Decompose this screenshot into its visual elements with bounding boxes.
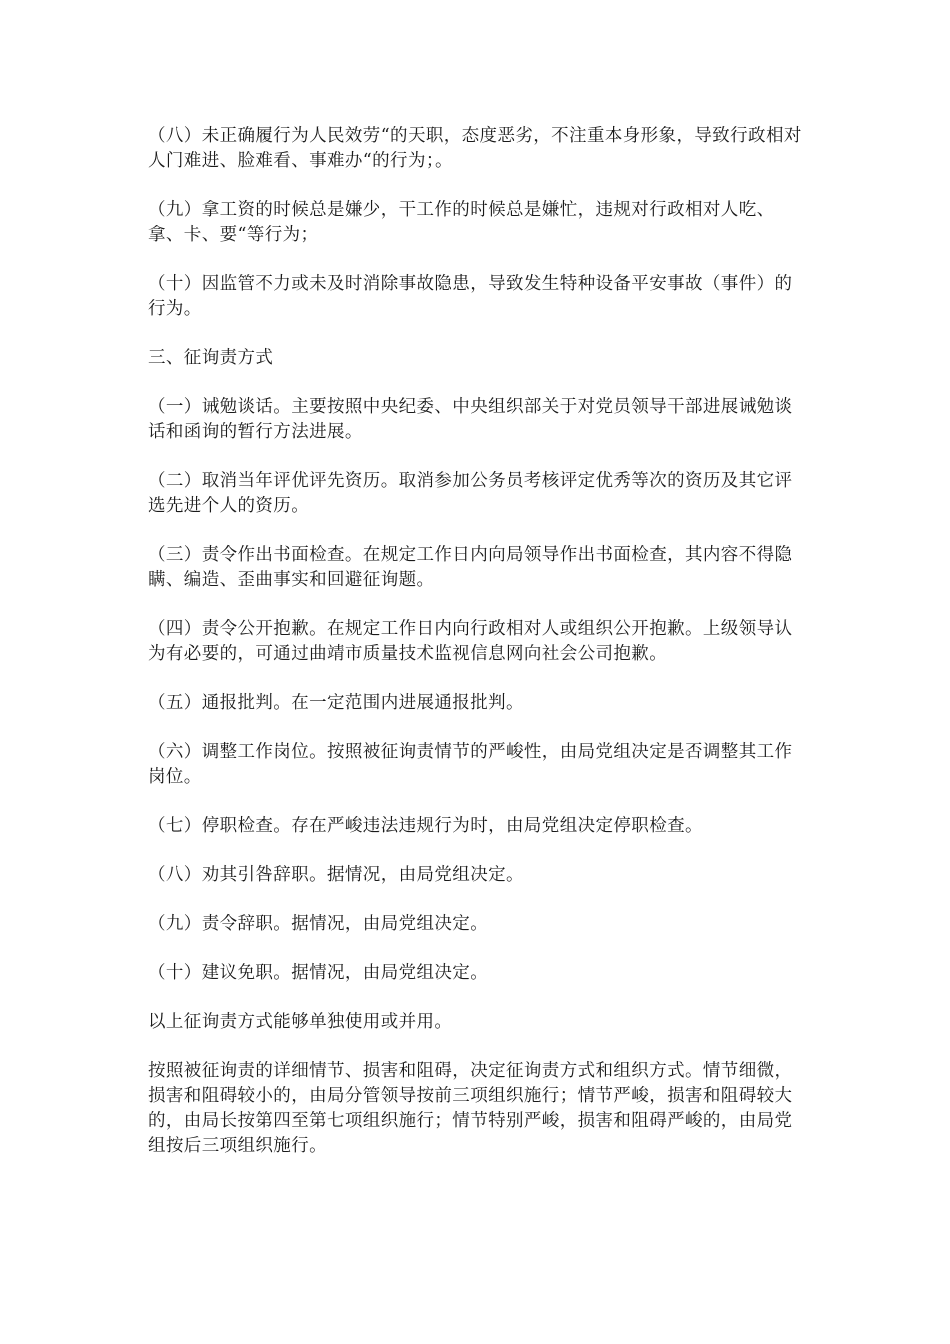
section-heading: 三、征询责方式	[148, 348, 274, 368]
document-body	[148, 124, 804, 1183]
paragraph-method-1: （一）诫勉谈话。主要按照中央纪委、中央组织部关于对党员领导干部进展诫勉谈话和函询的暂行方法进展。	[148, 397, 793, 442]
paragraph-item-9-definition: （九）拿工资的时候总是嫌少，干工作的时候总是嫌忙，违规对行政相对人吃、拿、卡、要“等行为；	[148, 200, 775, 245]
paragraph-item-10-definition: （十）因监管不力或未及时消除事故隐患，导致发生特种设备平安事故（事件）的行为。	[148, 274, 793, 319]
paragraph-method-7: （七）停职检查。存在严峻违法违规行为时，由局党组决定停职检查。	[148, 816, 703, 836]
paragraph-method-6: （六）调整工作岗位。按照被征询责情节的严峻性，由局党组决定是否调整其工作岗位。	[148, 742, 793, 787]
paragraph-method-5: （五）通报批判。在一定范围内进展通报批判。	[148, 693, 524, 713]
paragraph-methods-note: 以上征询责方式能够单独使用或并用。	[148, 1012, 453, 1032]
paragraph-item-8-definition: （八）未正确履行为人民效劳“的天职，态度恶劣，不注重本身形象，导致行政相对人门难进、脸难看、事难办“的行为；。	[148, 126, 802, 171]
paragraph-method-10: （十）建议免职。据情况，由局党组决定。	[148, 963, 489, 983]
paragraph-methods-application: 按照被征询责的详细情节、损害和阻碍，决定征询责方式和组织方式。情节细微，损害和阻碍较小的，由局分管领导按前三项组织施行；情节严峻，损害和阻碍较大的，由局长按第四至第七项组织施行；情节特别严峻，损害和阻碍严峻的，由局党组按后三项组织施行。	[148, 1061, 793, 1156]
paragraph-method-3: （三）责令作出书面检查。在规定工作日内向局领导作出书面检查，其内容不得隐瞒、编造、歪曲事实和回避征询题。	[148, 545, 793, 590]
paragraph-method-4: （四）责令公开抱歉。在规定工作日内向行政相对人或组织公开抱歉。上级领导认为有必要的，可通过曲靖市质量技术监视信息网向社会公司抱歉。	[148, 619, 793, 664]
paragraph-method-8: （八）劝其引咎辞职。据情况，由局党组决定。	[148, 865, 524, 885]
paragraph-method-9: （九）责令辞职。据情况，由局党组决定。	[148, 914, 489, 934]
paragraph-method-2: （二）取消当年评优评先资历。取消参加公务员考核评定优秀等次的资历及其它评选先进个人的资历。	[148, 471, 793, 516]
